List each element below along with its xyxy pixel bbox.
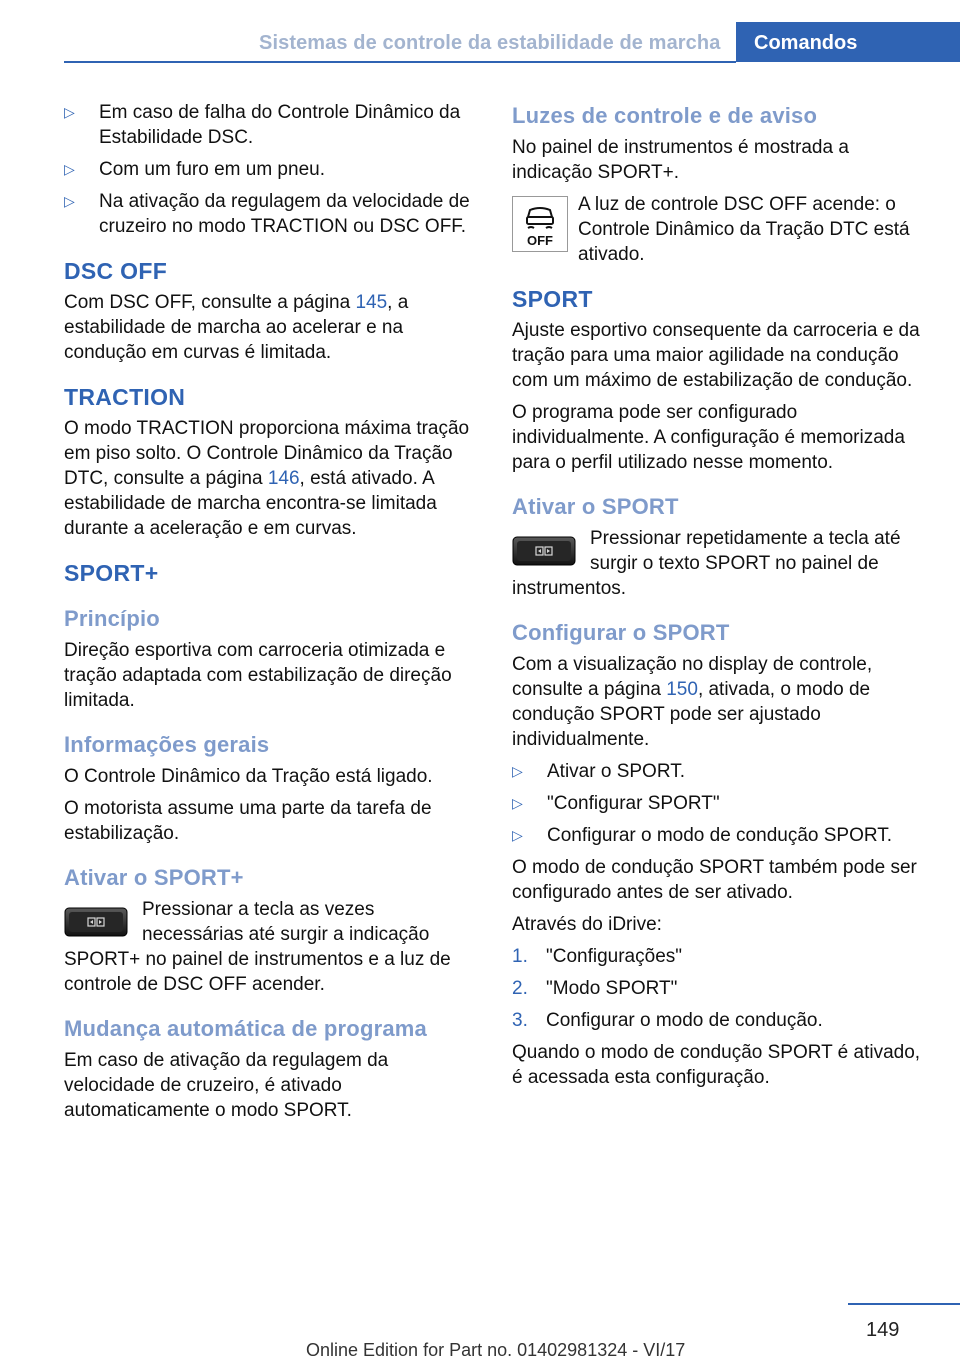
heading-principio: Princípio (64, 606, 160, 631)
page-link-145[interactable]: 145 (355, 292, 388, 313)
paragraph-ativar-sport: Pressionar repetidamente a tecla até surgir o texto SPORT no painel de instrumentos. (512, 528, 901, 599)
ativar-sport-block (512, 526, 928, 601)
heading-ativar-sport: Ativar o SPORT (512, 494, 679, 519)
paragraph-ativar-sport-plus: Pressionar a tecla as vezes necessárias até surgir a indicação SPORT+ no painel de instrumentos e a luz de controle de DSC OFF acender. (64, 899, 451, 995)
triangle-bullet-icon: ▷ (512, 827, 523, 843)
left-column (64, 100, 480, 1130)
numbered-step: 1. "Configurações" (512, 946, 683, 967)
triangle-bullet-icon: ▷ (64, 161, 75, 177)
heading-sport: SPORT (512, 286, 593, 312)
header-rule (64, 61, 736, 63)
numbered-step: 2. "Modo SPORT" (512, 978, 678, 999)
numbered-step: 3. Configurar o modo de condução. (512, 1010, 823, 1031)
triangle-bullet-icon: ▷ (512, 795, 523, 811)
paragraph-configurar-4: Quando o modo de condução SPORT é ativado, é acessada esta configuração. (512, 1042, 921, 1088)
heading-luzes-controle: Luzes de controle e de aviso (512, 103, 818, 128)
heading-informacoes-gerais: Informações gerais (64, 732, 270, 757)
paragraph-sport-1: Ajuste esportivo consequente da carroceria e da tração para uma maior agilidade na condução com um máximo de estabilização de condução. (512, 320, 920, 391)
edition-footer: Online Edition for Part no. 01402981324 - VI/17 (306, 1340, 686, 1360)
heading-sport-plus: SPORT+ (64, 560, 159, 586)
paragraph-info-1: O Controle Dinâmico da Tração está ligado. (64, 766, 433, 787)
header-chapter-tab (736, 22, 960, 62)
paragraph-luzes-1: No painel de instrumentos é mostrada a indicação SPORT+. (512, 137, 849, 183)
header-section-title: Sistemas de controle da estabilidade de marcha (259, 32, 721, 54)
heading-mudanca-automatica: Mudança automática de programa (64, 1016, 427, 1041)
paragraph-configurar-3: Através do iDrive: (512, 914, 662, 935)
list-item: ▷ "Configurar SPORT" (512, 793, 720, 814)
paragraph-mudanca: Em caso de ativação da regulagem da velocidade de cruzeiro, é ativado automaticamente o modo SPORT. (64, 1050, 389, 1121)
triangle-bullet-icon: ▷ (64, 193, 75, 209)
drive-mode-button-icon (512, 536, 576, 566)
paragraph-traction: O modo TRACTION proporciona máxima tração em piso solto. O Controle Dinâmico da Tração DTC, consulte a página 146, está ativado. A estabilidade de marcha encontra-se limitada durante a aceleração e em curvas. (64, 418, 470, 539)
ativar-sport-plus-block (64, 897, 480, 997)
paragraph-principio: Direção esportiva com carroceria otimizada e tração adaptada com estabilização de direção limitada. (64, 640, 452, 711)
list-item: ▷ Na ativação da regulagem da velocidade de cruzeiro no modo TRACTION ou DSC OFF. (64, 191, 470, 237)
triangle-bullet-icon: ▷ (64, 104, 75, 120)
header-chapter-label: Comandos (754, 32, 858, 54)
page-number: 149 (866, 1319, 900, 1341)
list-item: ▷ Configurar o modo de condução SPORT. (512, 825, 893, 846)
footer-rule (848, 1303, 960, 1305)
list-item: ▷ Com um furo em um pneu. (64, 159, 325, 180)
list-item: ▷ Ativar o SPORT. (512, 761, 685, 782)
dsc-off-warning-icon (512, 196, 568, 252)
svg-text:OFF: OFF (527, 233, 553, 248)
page-header (0, 22, 960, 62)
heading-ativar-sport-plus: Ativar o SPORT+ (64, 865, 244, 890)
paragraph-info-2: O motorista assume uma parte da tarefa de estabilização. (64, 798, 432, 844)
drive-mode-button-icon (64, 907, 128, 937)
heading-traction: TRACTION (64, 384, 186, 410)
paragraph-dsc-off: Com DSC OFF, consulte a página 145, a estabilidade de marcha ao acelerar e na condução em curvas é limitada. (64, 292, 409, 363)
page-link-150[interactable]: 150 (666, 679, 698, 700)
heading-dsc-off: DSC OFF (64, 258, 168, 284)
paragraph-luzes-2: A luz de controle DSC OFF acende: o Controle Dinâmico da Tração DTC está ativado. (578, 194, 910, 265)
list-item: ▷ Em caso de falha do Controle Dinâmico da Estabilidade DSC. (64, 102, 461, 148)
paragraph-sport-2: O programa pode ser configurado individualmente. A configuração é memorizada para o perfil utilizado nesse momento. (512, 402, 905, 473)
page-link-146[interactable]: 146 (267, 468, 300, 489)
paragraph-configurar-1: Com a visualização no display de controle, consulte a página 150, ativada, o modo de condução SPORT pode ser ajustado individualmente. (512, 654, 873, 750)
paragraph-configurar-2: O modo de condução SPORT também pode ser configurado antes de ser ativado. (512, 857, 917, 903)
heading-configurar-sport: Configurar o SPORT (512, 620, 730, 645)
right-column (512, 100, 928, 1097)
dsc-off-indicator-row (512, 192, 928, 267)
triangle-bullet-icon: ▷ (512, 763, 523, 779)
